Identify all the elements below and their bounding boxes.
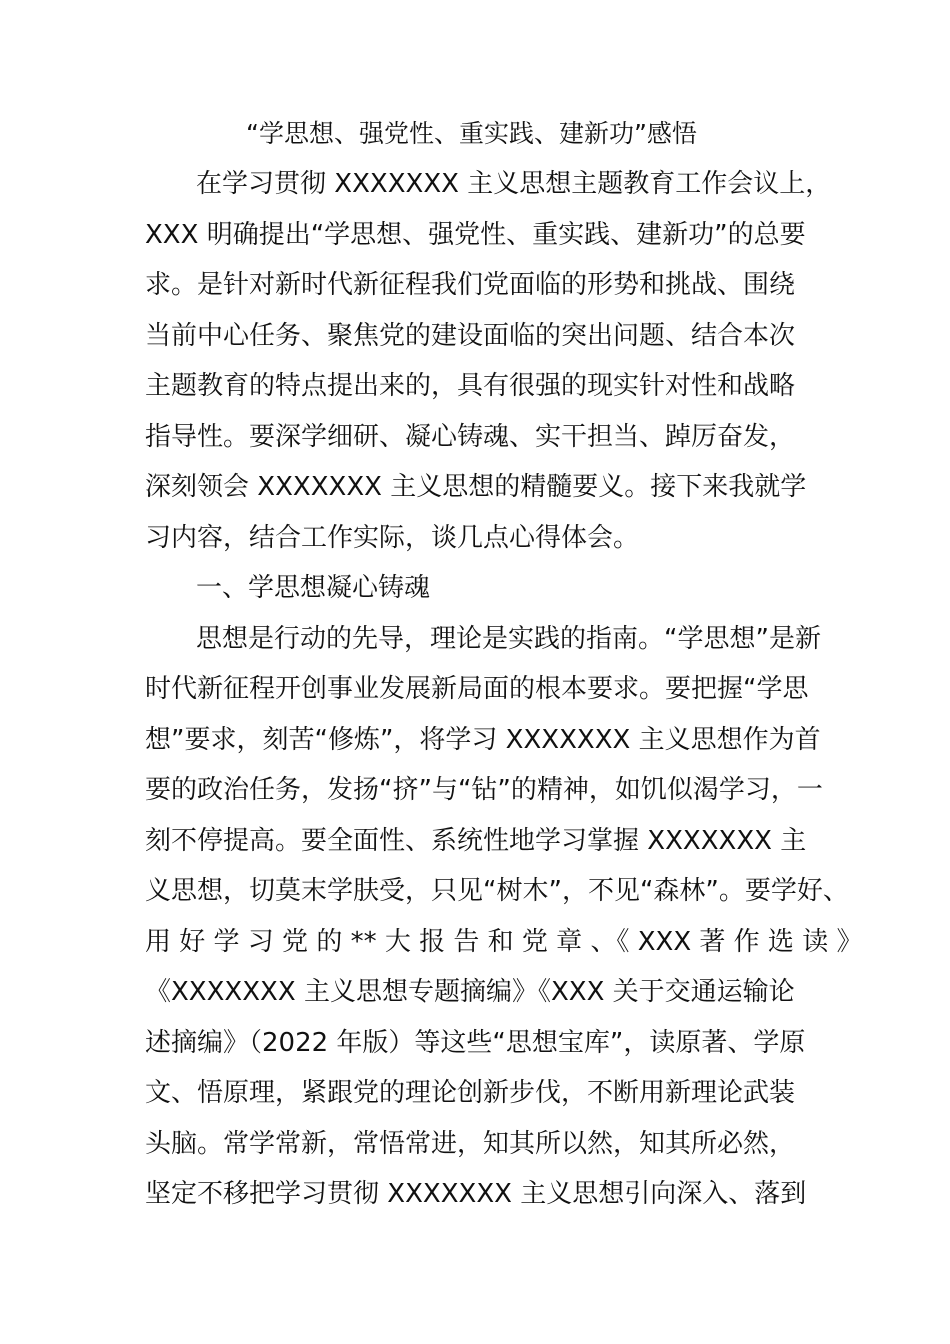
- paragraph-line: 指导性。要深学细研、凝心铸魂、实干担当、踔厉奋发，: [145, 422, 796, 452]
- paragraph-line: 用 好 学 习 党 的 ** 大 报 告 和 党 章 、《 XXX 著 作 选 读 》: [145, 927, 863, 957]
- paragraph-line: 时代新征程开创事业发展新局面的根本要求。要把握“学思: [145, 674, 809, 704]
- paragraph-line: 《XXXXXXX 主义思想专题摘编》《XXX 关于交通运输论: [145, 977, 795, 1007]
- paragraph-line: 坚定不移把学习贯彻 XXXXXXX 主义思想引向深入、落到: [145, 1179, 807, 1209]
- paragraph-line: 当前中心任务、聚焦党的建设面临的突出问题、结合本次: [145, 321, 796, 351]
- paragraph-line: 要的政治任务，发扬“挤”与“钻”的精神，如饥似渴学习，一: [145, 775, 823, 805]
- paragraph-line: 文、悟原理，紧跟党的理论创新步伐，不断用新理论武装: [145, 1078, 796, 1108]
- paragraph-line: 头脑。常学常新，常悟常进，知其所以然，知其所必然，: [145, 1129, 796, 1159]
- paragraph-line: 在学习贯彻 XXXXXXX 主义思想主题教育工作会议上，: [196, 169, 832, 199]
- paragraph-line: 述摘编》（2022 年版）等这些“思想宝库”，读原著、学原: [145, 1028, 806, 1058]
- paragraph-line: 想”要求，刻苦“修炼”，将学习 XXXXXXX 主义思想作为首: [145, 725, 821, 755]
- paragraph-line: 求。是针对新时代新征程我们党面临的形势和挑战、围绕: [145, 270, 796, 300]
- paragraph-line: 刻不停提高。要全面性、系统性地学习掌握 XXXXXXX 主: [145, 826, 807, 856]
- paragraph-line: 思想是行动的先导，理论是实践的指南。“学思想”是新: [196, 624, 821, 654]
- paragraph-line: 深刻领会 XXXXXXX 主义思想的精髓要义。接下来我就学: [145, 472, 807, 502]
- paragraph-line: 习内容，结合工作实际，谈几点心得体会。: [145, 523, 640, 553]
- paragraph-line: XXX 明确提出“学思想、强党性、重实践、建新功”的总要: [145, 220, 806, 250]
- paragraph-line: 主题教育的特点提出来的，具有很强的现实针对性和战略: [145, 371, 796, 401]
- paragraph-line: 义思想，切莫末学肤受，只见“树木”，不见“森林”。要学好、: [145, 876, 849, 906]
- document-title: “学思想、强党性、重实践、建新功”感悟: [246, 119, 697, 148]
- section-heading: 一、学思想凝心铸魂: [196, 573, 431, 603]
